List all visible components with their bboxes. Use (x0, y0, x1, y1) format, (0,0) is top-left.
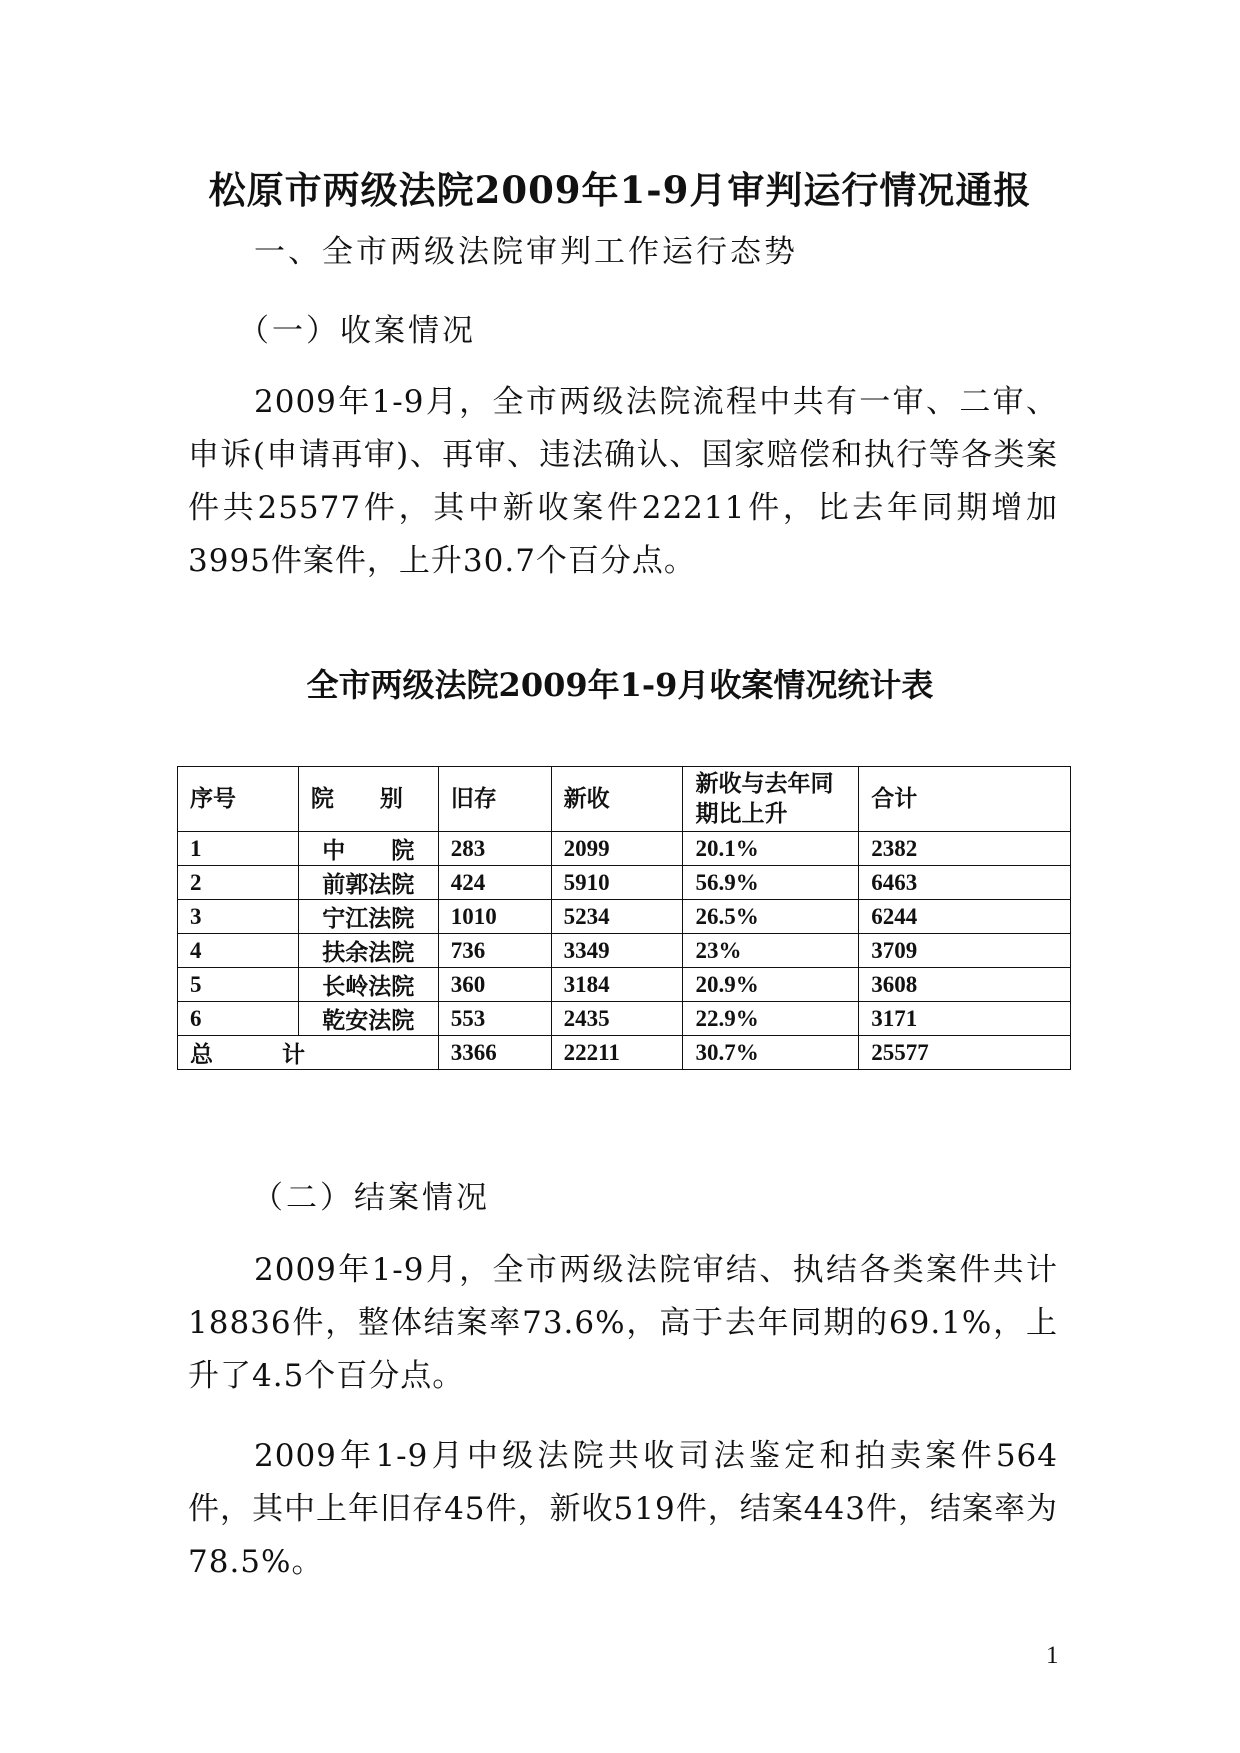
col-header-total: 合计 (859, 767, 1071, 832)
cell-carryover: 553 (438, 1002, 551, 1036)
cell-growth: 20.9% (683, 968, 859, 1002)
cell-growth: 26.5% (683, 900, 859, 934)
table-row (178, 832, 1071, 866)
intake-paragraph: 2009年1-9月，全市两级法院流程中共有一审、二审、申诉(申请再审)、再审、违法确认、国家赔偿和执行等各类案件共25577件，其中新收案件22211件，比去年同期增加3995件案件，上升30.7个百分点。 (188, 384, 1058, 579)
cell-new: 5910 (551, 866, 683, 900)
cell-total: 2382 (859, 832, 1071, 866)
subsection-heading-intake: （一）收案情况 (238, 313, 476, 349)
subsection-heading-closure: （二）结案情况 (252, 1180, 490, 1216)
cell-carryover: 1010 (438, 900, 551, 934)
cell-court: 扶余法院 (298, 934, 438, 968)
appraisal-paragraph: 2009年1-9月中级法院共收司法鉴定和拍卖案件564件，其中上年旧存45件，新收519件，结案443件，结案率为78.5%。 (188, 1438, 1058, 1580)
cell-new: 22211 (551, 1036, 683, 1070)
col-header-carryover: 旧存 (438, 767, 551, 832)
cell-index: 1 (178, 832, 299, 866)
cell-total: 3608 (859, 968, 1071, 1002)
cell-court: 前郭法院 (298, 866, 438, 900)
cell-total-label: 总 计 (178, 1036, 439, 1070)
cell-court: 中 院 (298, 832, 438, 866)
cell-growth: 22.9% (683, 1002, 859, 1036)
cell-total: 25577 (859, 1036, 1071, 1070)
table-row (178, 866, 1071, 900)
cell-index: 4 (178, 934, 299, 968)
cell-total: 3171 (859, 1002, 1071, 1036)
cell-court: 乾安法院 (298, 1002, 438, 1036)
cell-carryover: 360 (438, 968, 551, 1002)
document-title: 松原市两级法院2009年1-9月审判运行情况通报 (208, 168, 1032, 212)
col-header-new: 新收 (551, 767, 683, 832)
cell-court: 长岭法院 (298, 968, 438, 1002)
col-header-growth: 新收与去年同期比上升 (683, 767, 859, 832)
cell-total: 6463 (859, 866, 1071, 900)
table-title: 全市两级法院2009年1-9月收案情况统计表 (306, 666, 934, 704)
table-total-row (178, 1036, 1071, 1070)
cell-index: 2 (178, 866, 299, 900)
table-header-row (178, 767, 1071, 832)
cell-growth: 20.1% (683, 832, 859, 866)
cell-new: 2099 (551, 832, 683, 866)
cell-carryover: 736 (438, 934, 551, 968)
cell-index: 6 (178, 1002, 299, 1036)
cell-total: 6244 (859, 900, 1071, 934)
cell-carryover: 424 (438, 866, 551, 900)
cell-growth: 56.9% (683, 866, 859, 900)
cell-court: 宁江法院 (298, 900, 438, 934)
cell-carryover: 3366 (438, 1036, 551, 1070)
intake-stats-table (177, 766, 1071, 1070)
closure-paragraph: 2009年1-9月，全市两级法院审结、执结各类案件共计18836件，整体结案率73.6%，高于去年同期的69.1%，上升了4.5个百分点。 (188, 1252, 1058, 1394)
cell-new: 5234 (551, 900, 683, 934)
section-heading: 一、全市两级法院审判工作运行态势 (254, 234, 798, 270)
cell-growth: 30.7% (683, 1036, 859, 1070)
col-header-index: 序号 (178, 767, 299, 832)
cell-growth: 23% (683, 934, 859, 968)
page-number: 1 (1046, 1642, 1059, 1669)
cell-new: 3184 (551, 968, 683, 1002)
col-header-court: 院 别 (298, 767, 438, 832)
table-row (178, 934, 1071, 968)
cell-total: 3709 (859, 934, 1071, 968)
cell-new: 2435 (551, 1002, 683, 1036)
table-row (178, 968, 1071, 1002)
cell-index: 3 (178, 900, 299, 934)
table-row (178, 900, 1071, 934)
table-row (178, 1002, 1071, 1036)
cell-carryover: 283 (438, 832, 551, 866)
cell-new: 3349 (551, 934, 683, 968)
cell-index: 5 (178, 968, 299, 1002)
